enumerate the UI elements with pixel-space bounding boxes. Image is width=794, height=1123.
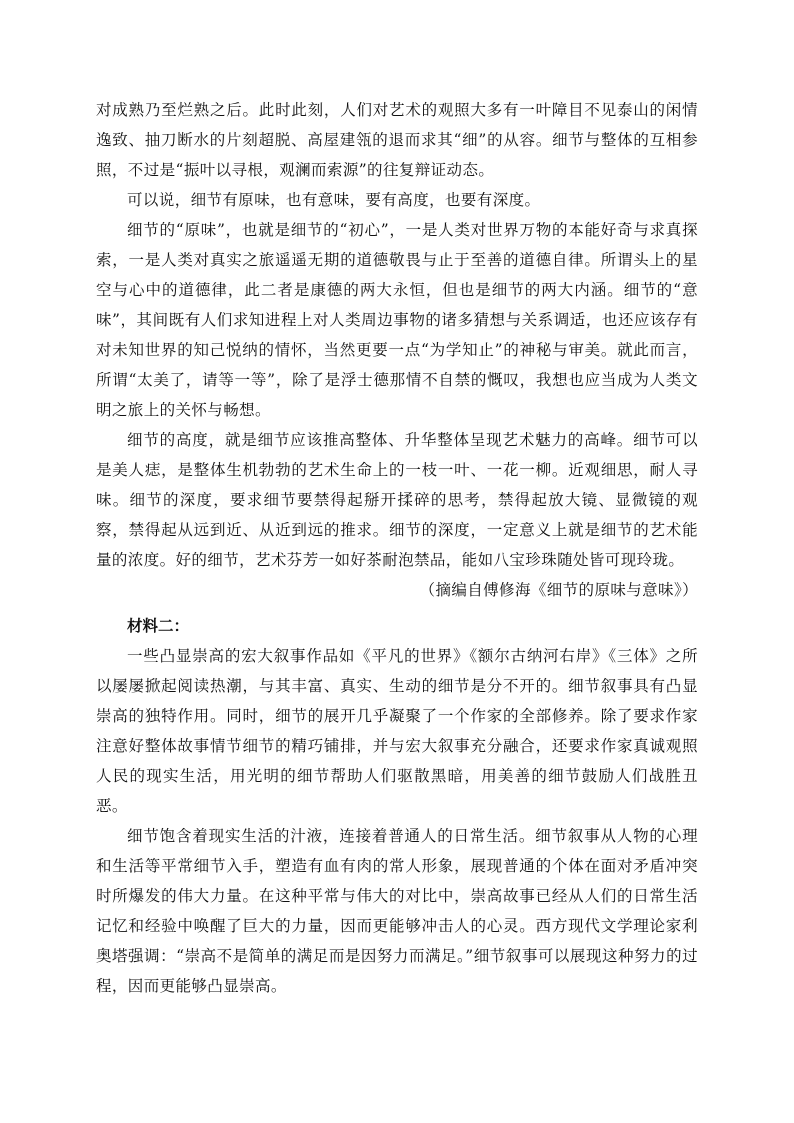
- paragraph-summary: 可以说，细节有原味，也有意味，要有高度，也要有深度。: [127, 191, 541, 209]
- paragraph-daily-life: 细节饱含着现实生活的汁液，连接着普通人的日常生活。细节叙事从人物的心理和生活等平常细节入手，塑造有血有肉的常人形象，展现普通的个体在面对矛盾冲突时所爆发的伟大力量。在这种平常与伟大的对比中，崇高故事已经从人们的日常生活记忆和经验中唤醒了巨大的力量，因而更能够冲击人的心灵。西方现代文学理论家利奥塔强调：“崇高不是简单的满足而是因努力而满足。”细节叙事可以展现这种努力的过程，因而更能够凸显崇高。: [96, 827, 698, 995]
- section-heading-material-two: 材料二：: [127, 617, 190, 635]
- paragraph-height-depth: 细节的高度，就是细节应该推高整体、升华整体呈现艺术魅力的高峰。细节可以是美人痣，是整体生机勃勃的艺术生命上的一枝一叶、一花一柳。近观细思，耐人寻味。细节的深度，要求细节要禁得起掰开揉碎的思考，禁得起放大镜、显微镜的观察，禁得起从远到近、从近到远的推求。细节的深度，一定意义上就是细节的艺术能量的浓度。好的细节，艺术芬芳一如好茶耐泡禁品，能如八宝珍珠随处皆可现玲珑。: [96, 431, 698, 569]
- paragraph-original-flavor: 细节的“原味”，也就是细节的“初心”，一是人类对世界万物的本能好奇与求真探索，一是人类对真实之旅遥遥无期的道德敬畏与止于至善的道德自律。所谓头上的星空与心中的道德律，此二者是康德的两大永恒，但也是细节的两大内涵。细节的“意味”，其间既有人们求知进程上对人类周边事物的诸多猜想与关系调适，也还应该存有对未知世界的知己悦纳的情怀，当然更要一点“为学知止”的神秘与审美。就此而言，所谓“太美了，请等一等”，除了是浮士德那情不自禁的慨叹，我想也应当成为人类文明之旅上的关怀与畅想。: [96, 221, 698, 419]
- document-page: [96, 95, 698, 1001]
- paragraph-grand-narrative: 一些凸显崇高的宏大叙事作品如《平凡的世界》《额尔古纳河右岸》《三体》之所以屡屡掀起阅读热潮，与其丰富、真实、生动的细节是分不开的。细节叙事具有凸显崇高的独特作用。同时，细节的展开几乎凝聚了一个作家的全部修养。除了要求作家注意好整体故事情节细节的精巧铺排，并与宏大叙事充分融合，还要求作家真诚观照人民的现实生活，用光明的细节帮助人们驱散黑暗，用美善的细节鼓励人们战胜丑恶。: [96, 647, 698, 815]
- paragraph-continuation: 对成熟乃至烂熟之后。此时此刻，人们对艺术的观照大多有一叶障目不见泰山的闲情逸致、抽刀断水的片刻超脱、高屋建瓴的退而求其“细”的从容。细节与整体的互相参照，不过是“振叶以寻根，观澜而索源”的往复辩证动态。: [96, 101, 698, 179]
- source-citation: （摘编自傅修海《细节的原味与意味》）: [419, 581, 698, 599]
